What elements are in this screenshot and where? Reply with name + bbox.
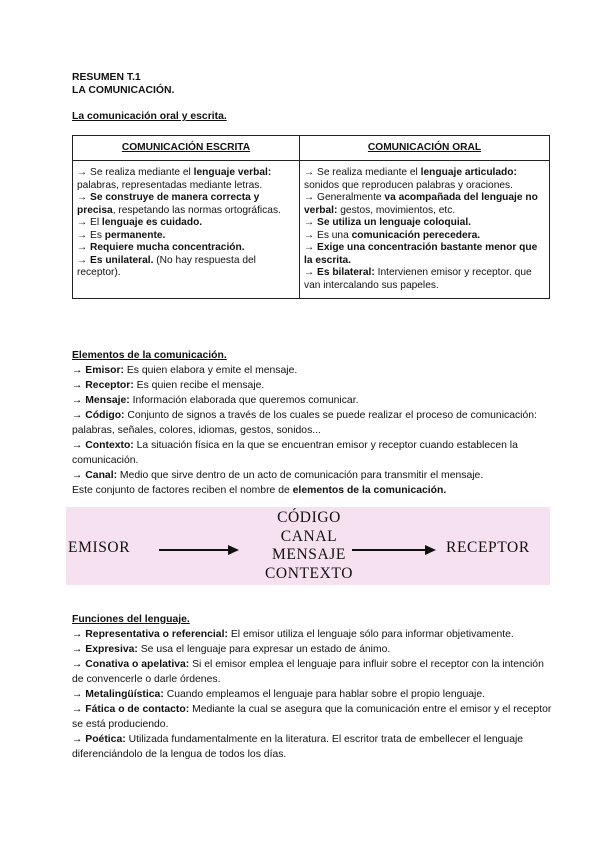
oral-item-lead: → [304,217,318,228]
element-item-term: Canal: [85,470,118,481]
arrow-right-icon [352,545,436,555]
oral-item-text: Intervienen emisor y receptor. que van intercalando sus papeles. [304,267,532,291]
table-cell-oral [300,161,550,299]
diagram-codigo: CÓDIGO [277,509,341,526]
closing-bold: elementos de la comunicación. [292,485,447,496]
written-item-lead: → Se realiza mediante el [77,167,194,178]
written-item-lead: → El [77,217,102,228]
section-title-oral-written: La comunicación oral y escrita. [72,111,227,122]
diagram-emisor: EMISOR [68,539,131,556]
function-item-text: Si el emisor emplea el lenguaje para influir sobre el receptor con la intención de convencerle o darle órdenes. [72,659,544,685]
function-item-term: Representativa o referencial: [85,629,228,640]
function-item-lead: → [72,734,86,745]
written-item-term: Requiere mucha concentración. [90,242,245,253]
function-item-term: Fática o de contacto: [85,704,190,715]
function-item [72,642,552,657]
written-item [77,192,295,217]
written-item-text: (No hay respuesta del receptor). [77,254,256,278]
topic-title: LA COMUNICACIÓN. [72,85,175,96]
function-item-term: Conativa o apelativa: [85,659,190,670]
oral-item [304,267,545,292]
oral-item [304,192,545,217]
function-item-lead: → [72,644,86,655]
element-item-text: Conjunto de signos a través de los cuales se puede realizar el proceso de comunicación: palabras, señales, colores, idiomas, gestos, sonidos... [72,410,537,436]
arrow-right-icon [159,545,239,555]
function-item-text: Mediante la cual se asegura que la comunicación entre el emisor y el receptor se está produciendo. [72,704,552,730]
closing-text: Este conjunto de factores reciben el nombre de [72,485,293,496]
element-item-lead: → [72,365,86,376]
element-item-lead: → [72,380,86,391]
function-item-text: Utilizada fundamentalmente en la literatura. El escritor trata de embellecer el lenguaje diferenciándolo de la lengua de todos los días. [72,734,524,760]
function-item-text: El emisor utiliza el lenguaje sólo para informar objetivamente. [227,629,514,640]
oral-item-term: Exige una concentración bastante menor que la escrita. [304,242,538,266]
written-item [77,230,295,243]
oral-item-lead: → Es una [304,229,352,241]
element-item-text: La situación física en la que se encuentran emisor y receptor cuando establecen la comunicación. [72,440,518,466]
function-item [72,627,552,642]
section-title-functions: Funciones del lenguaje. [72,614,190,625]
oral-item-term: va acompañada del lenguaje no verbal: [304,192,538,216]
oral-item-text: sonidos que reproducen palabras y oraciones. [304,179,513,191]
function-item-lead: → [72,629,86,640]
function-item [72,687,552,702]
oral-item-lead: → Generalmente [304,192,385,203]
element-item-text: Es quien elabora y emite el mensaje. [123,365,298,376]
element-item-lead: → [72,470,86,481]
element-item-term: Emisor: [85,365,124,376]
oral-item-lead: → Se realiza mediante el [304,167,421,178]
function-item-term: Poética: [85,734,126,745]
written-item [77,255,295,280]
diagram-canal: CANAL [280,527,338,545]
elements-closing [72,483,552,498]
function-item-lead: → [72,689,86,700]
written-item-term: lenguaje verbal: [193,167,272,178]
diagram-receptor: RECEPTOR [446,539,530,556]
element-item [72,378,552,393]
oral-item-term: lenguaje articulado: [420,167,517,178]
section-title-elements: Elementos de la comunicación. [72,350,227,361]
diagram-contexto: CONTEXTO [264,564,354,582]
function-item-text: Se usa el lenguaje para expresar un estado de ánimo. [137,644,391,655]
element-item-term: Mensaje: [85,395,130,406]
element-item-text: Medio que sirve dentro de un acto de comunicación para transmitir el mensaje. [117,470,484,481]
communication-diagram [66,507,550,585]
element-item [72,408,552,438]
oral-item [304,167,545,192]
written-item-text: palabras, representadas mediante letras. [77,179,263,191]
written-item-term: Se construye de manera correcta y precisa [77,192,260,216]
summary-title: RESUMEN T.1 [72,72,141,83]
element-item [72,438,552,468]
oral-item-term: Se utiliza un lenguaje coloquial. [317,217,471,228]
elements-list [72,363,552,483]
functions-list [72,627,552,762]
written-item [77,242,295,255]
element-item [72,468,552,483]
function-item [72,732,552,762]
functions-section [72,612,552,762]
written-item-text: , respetando las normas ortográficas. [112,204,281,216]
element-item-text: Información elaborada que queremos comunicar. [129,395,359,406]
function-item-term: Expresiva: [85,644,138,655]
element-item-lead: → [72,410,86,421]
oral-item-term: Es bilateral: [317,267,375,278]
oral-item [304,230,545,243]
function-item [72,702,552,732]
oral-item-text: gestos, movimientos, etc. [337,204,456,216]
oral-item [304,242,545,267]
element-item-term: Receptor: [85,380,134,391]
element-item-lead: → [72,440,86,451]
element-item-term: Contexto: [85,440,134,451]
element-item [72,393,552,408]
elements-section [72,348,552,498]
element-item [72,363,552,378]
written-item [77,167,295,192]
comparison-table [72,135,550,299]
function-item [72,657,552,687]
oral-item-term: comunicación perecedera. [351,229,481,241]
table-header-oral: COMUNICACIÓN ORAL [300,136,550,161]
element-item-term: Código: [85,410,125,421]
document-body [72,71,550,299]
element-item-text: Es quien recibe el mensaje. [133,380,265,391]
function-item-lead: → [72,659,86,670]
diagram-center-stack [254,509,364,583]
written-item-lead: → [77,242,91,253]
function-item-term: Metalingüística: [85,689,164,700]
written-item-term: permanente. [104,229,166,241]
diagram-mensaje: MENSAJE [272,546,346,563]
written-item-lead: → [77,254,91,266]
table-cell-written [73,161,300,299]
oral-item-lead: → [304,267,318,278]
written-item [77,217,295,230]
table-header-written: COMUNICACIÓN ESCRITA [73,136,300,161]
written-item-term: lenguaje es cuidado. [101,217,203,228]
written-item-term: Es unilateral. [90,254,154,266]
written-item-lead: → Es [77,229,105,241]
written-item-lead: → [77,192,91,203]
document-heading [72,71,550,97]
oral-item [304,217,545,230]
function-item-lead: → [72,704,86,715]
oral-item-lead: → [304,242,318,253]
element-item-lead: → [72,395,86,406]
function-item-text: Cuando empleamos el lenguaje para hablar sobre el propio lenguaje. [163,689,485,700]
